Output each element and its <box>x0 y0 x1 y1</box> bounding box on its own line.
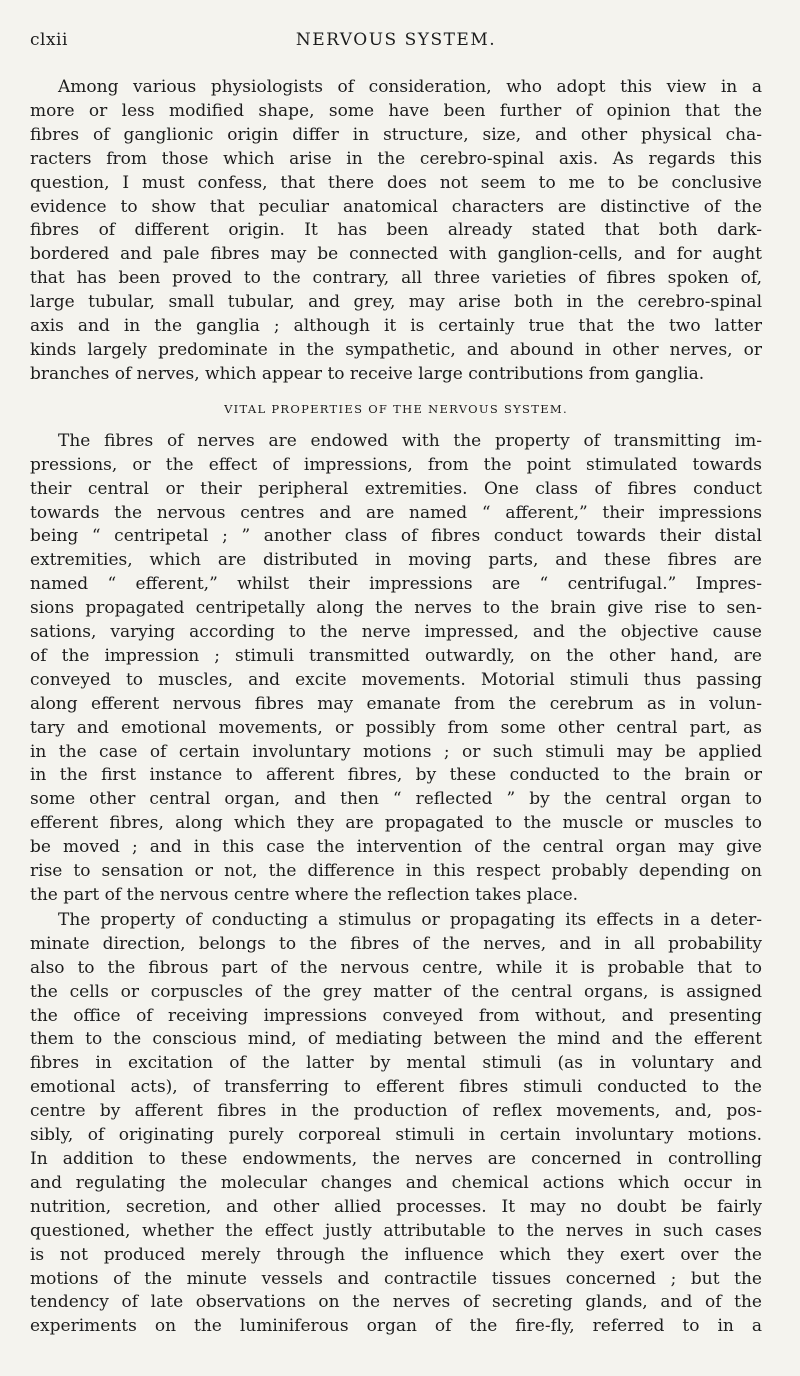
paragraph2-line: conveyed to muscles, and excite movements. Motorial stimuli thus passing <box>30 669 762 690</box>
paragraph2-line: pressions, or the effect of impressions, from the point stimulated towards <box>30 454 762 475</box>
paragraph3-line: also to the fibrous part of the nervous centre, while it is probable that to <box>30 957 762 978</box>
paragraph1-line: Among various physiologists of consideration, who adopt this view in a <box>58 77 762 97</box>
paragraph3-line: experiments on the luminiferous organ of the fire-fly, referred to in a <box>30 1316 762 1337</box>
paragraph2-line: of the impression ; stimuli transmitted outwardly, on the other hand, are <box>30 645 762 666</box>
paragraph3-line: the office of receiving impressions conveyed from without, and presenting <box>30 1005 762 1026</box>
paragraph3-line: motions of the minute vessels and contractile tissues concerned ; but the <box>30 1268 762 1289</box>
paragraph3-line: the cells or corpuscles of the grey matter of the central organs, is assigned <box>30 981 762 1002</box>
paragraph3-line: fibres in excitation of the latter by mental stimuli (as in voluntary and <box>30 1053 762 1074</box>
paragraph1-line: branches of nerves, which appear to receive large contributions from ganglia. <box>30 363 705 384</box>
paragraph2-line: rise to sensation or not, the difference in this respect probably depending on <box>30 861 762 882</box>
paragraph2-line: The fibres of nerves are endowed with the property of transmitting im- <box>58 430 762 451</box>
paragraph1-line: fibres of different origin. It has been already stated that both dark- <box>30 220 762 241</box>
paragraph-2 <box>30 430 762 908</box>
paragraph3-line: minate direction, belongs to the fibres of the nerves, and in all probability <box>30 933 762 954</box>
paragraph-3 <box>30 909 762 1339</box>
paragraph2-line: tary and emotional movements, or possibly from some other central part, as <box>30 717 762 738</box>
paragraph2-line: named “ efferent,” whilst their impressions are “ centrifugal.” Impres- <box>30 574 762 595</box>
paragraph2-line: being “ centripetal ; ” another class of fibres conduct towards their distal <box>30 526 762 547</box>
page-number: clxii <box>30 30 68 50</box>
running-title: NERVOUS SYSTEM. <box>295 30 497 50</box>
paragraph1-line: axis and in the ganglia ; although it is certainly true that the two latter <box>30 316 762 337</box>
paragraph-1 <box>30 76 762 387</box>
paragraph2-line: in the first instance to afferent fibres, by these conducted to the brain or <box>30 765 762 786</box>
paragraph3-line: is not produced merely through the influence which they exert over the <box>30 1244 762 1265</box>
paragraph1-line: evidence to show that peculiar anatomical characters are distinctive of the <box>30 196 762 217</box>
paragraph3-line: them to the conscious mind, of mediating between the mind and the efferent <box>30 1029 762 1050</box>
section-heading: VITAL PROPERTIES OF THE NERVOUS SYSTEM. <box>224 401 568 416</box>
paragraph3-line: nutrition, secretion, and other allied processes. It may no doubt be fairly <box>30 1196 762 1217</box>
paragraph1-line: large tubular, small tubular, and grey, may arise both in the cerebro-spinal <box>30 292 762 313</box>
paragraph1-line: question, I must confess, that there does not seem to me to be conclusive <box>30 172 762 193</box>
paragraph1-line: racters from those which arise in the cerebro-spinal axis. As regards this <box>30 148 762 169</box>
paragraph3-line: centre by afferent fibres in the production of reflex movements, and, pos- <box>30 1101 762 1122</box>
paragraph2-line: be moved ; and in this case the intervention of the central organ may give <box>30 837 762 858</box>
paragraph2-line: towards the nervous centres and are named “ afferent,” their impressions <box>30 502 762 523</box>
paragraph1-line: fibres of ganglionic origin differ in structure, size, and other physical cha- <box>30 124 762 145</box>
paragraph1-line: more or less modified shape, some have been further of opinion that the <box>30 100 762 121</box>
paragraph3-line: and regulating the molecular changes and chemical actions which occur in <box>30 1172 762 1193</box>
paragraph2-line: their central or their peripheral extremities. One class of fibres conduct <box>30 478 762 499</box>
paragraph3-line: The property of conducting a stimulus or propagating its effects in a deter- <box>58 909 762 930</box>
paragraph2-line: sations, varying according to the nerve impressed, and the objective cause <box>30 622 762 643</box>
paragraph1-line: bordered and pale fibres may be connected with ganglion-cells, and for aught <box>30 244 762 265</box>
running-head <box>30 30 762 56</box>
paragraph2-line: in the case of certain involuntary motions ; or such stimuli may be applied <box>30 741 762 762</box>
paragraph2-line: sions propagated centripetally along the nerves to the brain give rise to sen- <box>30 598 762 619</box>
paragraph3-line: In addition to these endowments, the nerves are concerned in controlling <box>30 1148 762 1169</box>
paragraph3-line: tendency of late observations on the nerves of secreting glands, and of the <box>30 1292 762 1313</box>
paragraph1-line: that has been proved to the contrary, all three varieties of fibres spoken of, <box>30 268 762 289</box>
paragraph2-line: extremities, which are distributed in moving parts, and these fibres are <box>30 550 762 571</box>
paragraph2-line: the part of the nervous centre where the reflection takes place. <box>30 885 579 905</box>
paragraph3-line: emotional acts), of transferring to efferent fibres stimuli conducted to the <box>30 1077 762 1098</box>
paragraph3-line: questioned, whether the effect justly attributable to the nerves in such cases <box>30 1220 762 1241</box>
paragraph1-line: kinds largely predominate in the sympathetic, and abound in other nerves, or <box>30 339 762 360</box>
paragraph2-line: efferent fibres, along which they are propagated to the muscle or muscles to <box>30 813 762 834</box>
paragraph2-line: some other central organ, and then “ reflected ” by the central organ to <box>30 789 762 810</box>
paragraph2-line: along efferent nervous fibres may emanate from the cerebrum as in volun- <box>30 693 762 714</box>
paragraph3-line: sibly, of originating purely corporeal stimuli in certain involuntary motions. <box>30 1125 762 1146</box>
